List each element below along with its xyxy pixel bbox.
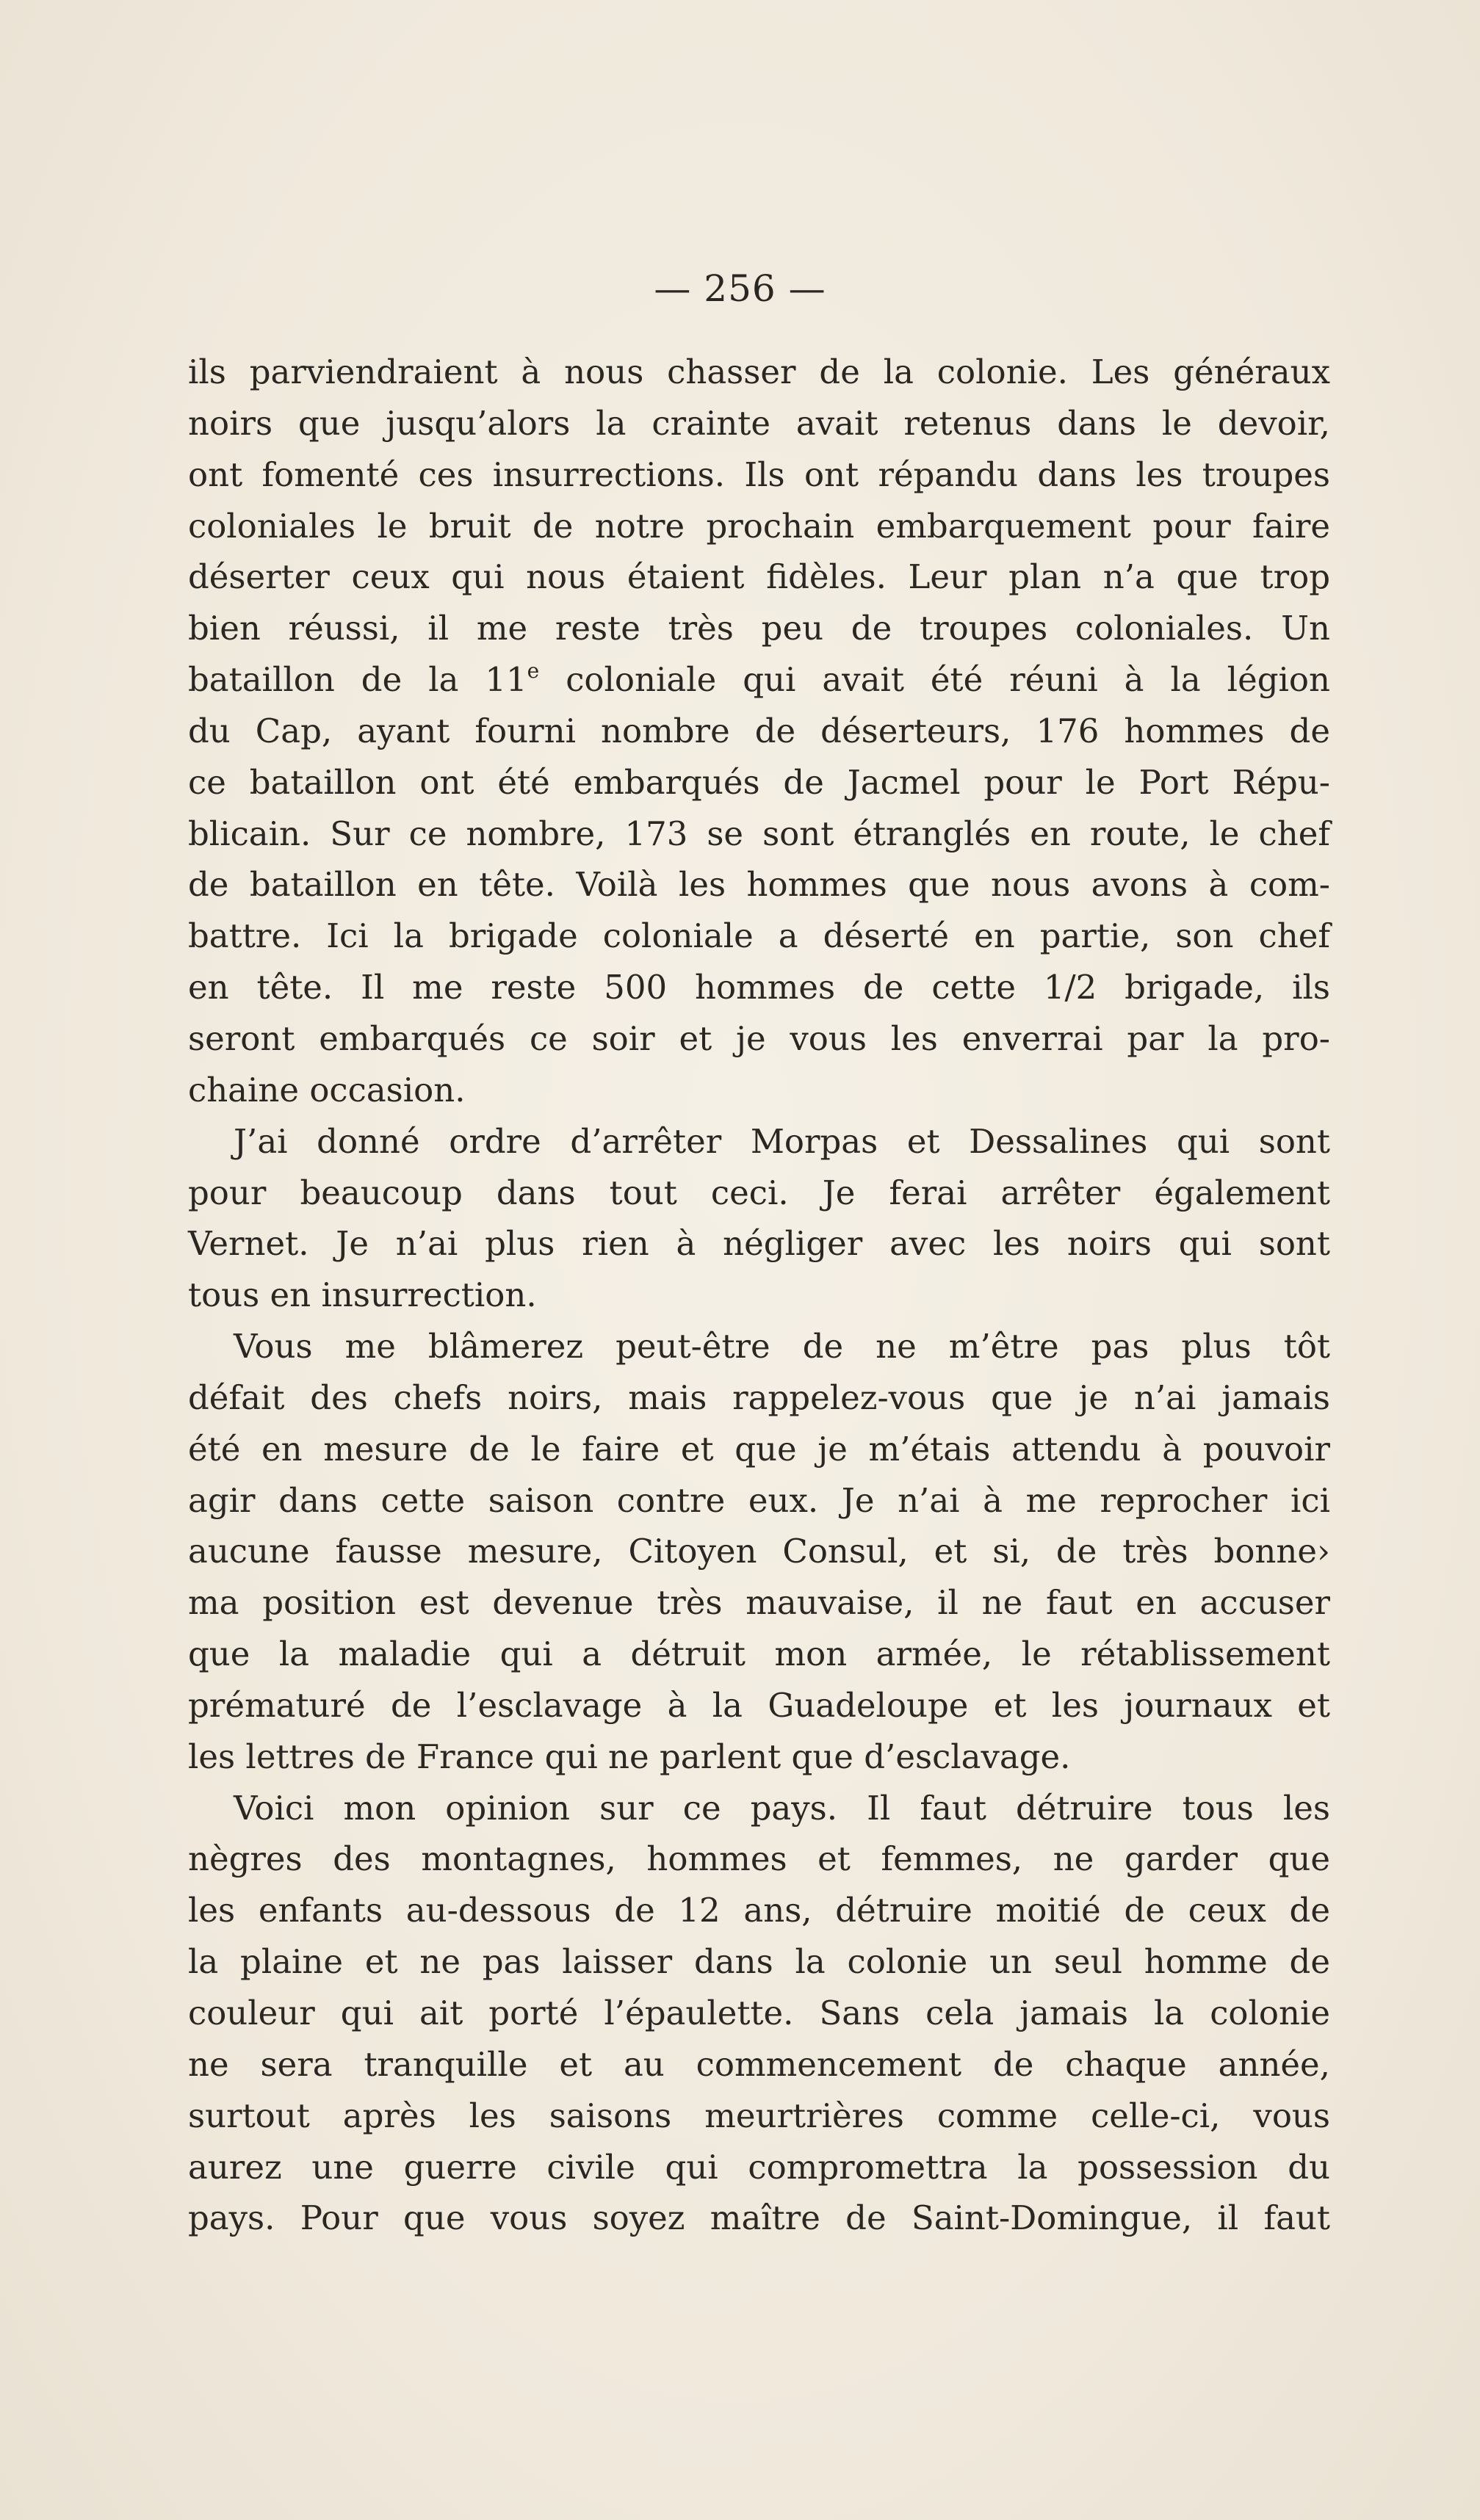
text-line: Vernet. Je n’ai plus rien à négliger avec les noirs qui sont — [188, 1224, 1330, 1264]
text-line: défait des chefs noirs, mais rappelez-vous que je n’ai jamais — [188, 1377, 1330, 1417]
text-line: prématuré de l’esclavage à la Guadeloupe et les journaux et — [188, 1685, 1330, 1725]
text-line: agir dans cette saison contre eux. Je n’ai à me reprocher ici — [188, 1480, 1330, 1520]
text-line: noirs que jusqu’alors la crainte avait retenus dans le devoir, — [188, 403, 1330, 443]
text-line: ne sera tranquille et au commencement de chaque année, — [188, 2044, 1330, 2084]
text-line: du Cap, ayant fourni nombre de déserteurs, 176 hommes de — [188, 711, 1330, 750]
text-line: nègres des montagnes, hommes et femmes, ne garder que — [188, 1839, 1330, 1879]
text-line: aucune fausse mesure, Citoyen Consul, et si, de très bonne› — [188, 1532, 1330, 1571]
text-line — [188, 654, 1330, 706]
text-line: ma position est devenue très mauvaise, il ne faut en accuser — [188, 1583, 1330, 1623]
text-line: coloniales le bruit de notre prochain embarquement pour faire — [188, 506, 1330, 546]
text-line: ce bataillon ont été embarqués de Jacmel pour le Port Répu- — [188, 762, 1330, 802]
text-line: la plaine et ne pas laisser dans la colonie un seul homme de — [188, 1942, 1330, 1982]
text-line: J’ai donné ordre d’arrêter Morpas et Dessalines qui sont — [234, 1121, 1330, 1161]
text-line: les enfants au-dessous de 12 ans, détruire moitié de ceux de — [188, 1891, 1330, 1930]
text-line: pour beaucoup dans tout ceci. Je ferai arrêter également — [188, 1173, 1330, 1212]
text-line: les lettres de France qui ne parlent que d’esclavage. — [188, 1737, 1071, 1776]
text-line: battre. Ici la brigade coloniale a déserté en partie, son chef — [188, 916, 1330, 956]
text-line-segment: coloniale qui avait été réuni à la légion — [539, 660, 1330, 700]
text-line: en tête. Il me reste 500 hommes de cette 1/2 brigade, ils — [188, 968, 1330, 1007]
text-line: couleur qui ait porté l’épaulette. Sans cela jamais la colonie — [188, 1994, 1330, 2032]
text-line: chaine occasion. — [188, 1070, 466, 1109]
text-line: que la maladie qui a détruit mon armée, le rétablissement — [188, 1634, 1330, 1674]
text-line: aurez une guerre civile qui compromettra la possession du — [188, 2147, 1330, 2187]
body-text — [188, 347, 1330, 2244]
text-line: bien réussi, il me reste très peu de troupes coloniales. Un — [188, 609, 1330, 648]
text-line-segment: bataillon de la 11 — [188, 660, 527, 700]
text-line: ont fomenté ces insurrections. Ils ont répandu dans les troupes — [188, 455, 1330, 494]
text-line: ils parviendraient à nous chasser de la colonie. Les généraux — [188, 352, 1330, 391]
superscript: e — [527, 659, 540, 684]
text-line: tous en insurrection. — [188, 1275, 537, 1315]
text-line: blicain. Sur ce nombre, 173 se sont étranglés en route, le chef — [188, 814, 1330, 853]
text-line: pays. Pour que vous soyez maître de Saint-Domingue, il faut — [188, 2198, 1330, 2238]
page-number: — 256 — — [654, 267, 826, 310]
text-line: de bataillon en tête. Voilà les hommes que nous avons à com- — [188, 865, 1330, 905]
text-line: Voici mon opinion sur ce pays. Il faut détruire tous les — [234, 1788, 1330, 1828]
text-line: été en mesure de le faire et que je m’étais attendu à pouvoir — [188, 1429, 1330, 1469]
text-line: seront embarqués ce soir et je vous les enverrai par la pro- — [188, 1018, 1330, 1058]
text-line: Vous me blâmerez peut-être de ne m’être pas plus tôt — [234, 1327, 1330, 1366]
text-line: surtout après les saisons meurtrières comme celle-ci, vous — [188, 2096, 1330, 2135]
text-line: déserter ceux qui nous étaient fidèles. Leur plan n’a que trop — [188, 557, 1330, 597]
